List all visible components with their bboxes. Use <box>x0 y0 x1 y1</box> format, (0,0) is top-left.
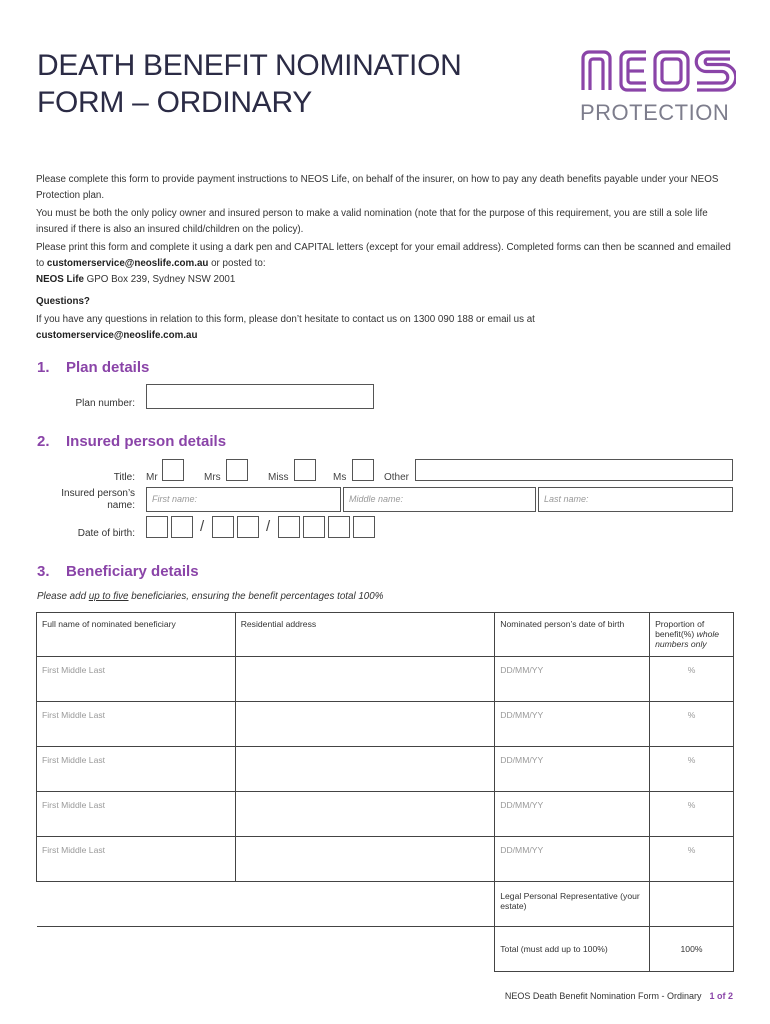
beneficiary-dob-field[interactable]: DD/MM/YY <box>495 702 650 747</box>
beneficiary-dob-field[interactable]: DD/MM/YY <box>495 747 650 792</box>
beneficiary-table <box>36 612 734 972</box>
last-name-input[interactable] <box>538 487 733 512</box>
header-proportion <box>650 613 734 657</box>
title-other-input[interactable] <box>415 459 733 481</box>
table-row <box>37 747 734 792</box>
page-title <box>37 47 462 121</box>
intro-p3-text: Please print this form and complete it using a dark pen and CAPITAL letters (except for your email address). Completed forms can then be scanned and emailed to <box>36 242 731 269</box>
total-row <box>37 927 734 972</box>
header-proportion-note: whole numbers only <box>655 629 720 649</box>
section-title: Plan details <box>66 359 150 376</box>
dob-year-digit-3[interactable] <box>328 516 350 538</box>
total-spacer <box>37 927 495 972</box>
questions-paragraph <box>36 312 736 344</box>
beneficiary-address-field[interactable] <box>235 702 495 747</box>
beneficiary-address-field[interactable] <box>235 792 495 837</box>
dob-day-digit-1[interactable] <box>146 516 168 538</box>
beneficiary-dob-field[interactable]: DD/MM/YY <box>495 792 650 837</box>
section-beneficiary <box>37 563 199 580</box>
contact-email[interactable]: customerservice@neoslife.com.au <box>46 258 209 269</box>
dob-day-digit-2[interactable] <box>171 516 193 538</box>
table-header-row <box>37 613 734 657</box>
beneficiary-name-field[interactable]: First Middle Last <box>37 657 236 702</box>
title-other-label: Other <box>384 472 410 483</box>
footer-text: NEOS Death Benefit Nomination Form - Ordinary <box>504 991 702 1001</box>
beneficiary-name-field[interactable]: First Middle Last <box>37 747 236 792</box>
title-label: Title: <box>113 472 135 483</box>
note-text: Please add <box>37 591 89 602</box>
beneficiary-percent-field[interactable]: % <box>650 747 734 792</box>
section-title: Beneficiary details <box>66 563 199 580</box>
header-full-name: Full name of nominated beneficiary <box>37 613 236 657</box>
title-mrs-label: Mrs <box>204 472 221 483</box>
beneficiary-percent-field[interactable]: % <box>650 657 734 702</box>
title-line-1: DEATH BENEFIT NOMINATION <box>37 49 462 82</box>
header-proportion-text: Proportion of benefit(%) <box>655 619 705 639</box>
dob-month-digit-1[interactable] <box>212 516 234 538</box>
beneficiary-dob-field[interactable]: DD/MM/YY <box>495 657 650 702</box>
questions-heading <box>36 294 736 310</box>
insured-name-label-1: Insured person’s <box>61 488 135 499</box>
dob-label: Date of birth: <box>77 528 135 539</box>
section-number: 1. <box>37 359 50 376</box>
dob-year-digit-4[interactable] <box>353 516 375 538</box>
table-row <box>37 837 734 882</box>
intro-paragraph-1: Please complete this form to provide payment instructions to NEOS Life, on behalf of the insurer, on how to pay any death benefits payable under your NEOS Protection plan. <box>36 174 719 201</box>
note-text-end: beneficiaries, ensuring the benefit percentages total 100% <box>128 591 384 602</box>
section-plan-details <box>37 359 149 376</box>
title-miss-checkbox[interactable] <box>294 459 316 481</box>
beneficiary-address-field[interactable] <box>235 747 495 792</box>
intro-text <box>36 172 736 346</box>
beneficiary-percent-field[interactable]: % <box>650 792 734 837</box>
insured-name-label-2: name: <box>107 500 135 511</box>
questions-heading-text: Questions? <box>36 296 90 307</box>
beneficiary-name-field[interactable]: First Middle Last <box>37 837 236 882</box>
beneficiary-percent-field[interactable]: % <box>650 702 734 747</box>
lpr-label: Legal Personal Representative (your estate) <box>495 882 650 927</box>
note-underlined: up to five <box>88 591 129 602</box>
dob-month-digit-2[interactable] <box>237 516 259 538</box>
lpr-row <box>37 882 734 927</box>
page-number: 1 of 2 <box>709 991 733 1001</box>
plan-number-label: Plan number: <box>75 398 135 409</box>
beneficiary-name-field[interactable]: First Middle Last <box>37 702 236 747</box>
questions-text: If you have any questions in relation to this form, please don’t hesitate to contact us on 1300 090 188 or email us at <box>36 314 535 325</box>
intro-p3-post: or posted to: <box>208 258 266 269</box>
section-number: 2. <box>37 433 50 450</box>
title-ms-label: Ms <box>333 472 347 483</box>
table-row <box>37 702 734 747</box>
beneficiary-address-field[interactable] <box>235 657 495 702</box>
address-text: GPO Box 239, Sydney NSW 2001 <box>83 274 236 285</box>
insured-name-label <box>40 488 135 512</box>
dob-year-digit-2[interactable] <box>303 516 325 538</box>
middle-name-input[interactable] <box>343 487 536 512</box>
section-insured-person <box>37 433 226 450</box>
questions-email[interactable]: customerservice@neoslife.com.au <box>36 330 198 341</box>
title-mrs-checkbox[interactable] <box>226 459 248 481</box>
section-number: 3. <box>37 563 50 580</box>
last-name-placeholder: Last name: <box>544 494 589 504</box>
table-row <box>37 657 734 702</box>
title-miss-label: Miss <box>268 472 289 483</box>
beneficiary-percent-field[interactable]: % <box>650 837 734 882</box>
beneficiary-address-field[interactable] <box>235 837 495 882</box>
header-dob: Nominated person’s date of birth <box>495 613 650 657</box>
dob-separator: / <box>200 518 205 535</box>
intro-paragraph-3 <box>36 240 736 288</box>
dob-year-digit-1[interactable] <box>278 516 300 538</box>
title-mr-label: Mr <box>146 472 158 483</box>
beneficiary-dob-field[interactable]: DD/MM/YY <box>495 837 650 882</box>
header-address: Residential address <box>235 613 495 657</box>
plan-number-input[interactable] <box>146 384 374 409</box>
middle-name-placeholder: Middle name: <box>349 494 404 504</box>
table-row <box>37 792 734 837</box>
logo-subtitle: PROTECTION <box>580 100 730 125</box>
lpr-spacer <box>37 882 495 927</box>
lpr-percent-field[interactable] <box>650 882 734 927</box>
title-mr-checkbox[interactable] <box>162 459 184 481</box>
page-footer <box>505 991 733 1001</box>
intro-paragraph-2: You must be both the only policy owner and insured person to make a valid nomination (note that for the purpose of this requirement, you are still a sole life insured if there is also an insured child/children on the policy). <box>36 208 708 235</box>
section-title: Insured person details <box>66 433 227 450</box>
title-line-2: FORM – ORDINARY <box>37 86 312 119</box>
dob-separator: / <box>266 518 271 535</box>
total-value: 100% <box>650 927 734 972</box>
neos-logo-mark <box>580 48 736 96</box>
title-ms-checkbox[interactable] <box>352 459 374 481</box>
neos-logo <box>580 48 736 128</box>
address-name: NEOS Life <box>36 274 84 285</box>
total-label: Total (must add up to 100%) <box>495 927 650 972</box>
beneficiary-note <box>37 591 383 602</box>
beneficiary-name-field[interactable]: First Middle Last <box>37 792 236 837</box>
first-name-placeholder: First name: <box>152 494 198 504</box>
first-name-input[interactable] <box>146 487 341 512</box>
